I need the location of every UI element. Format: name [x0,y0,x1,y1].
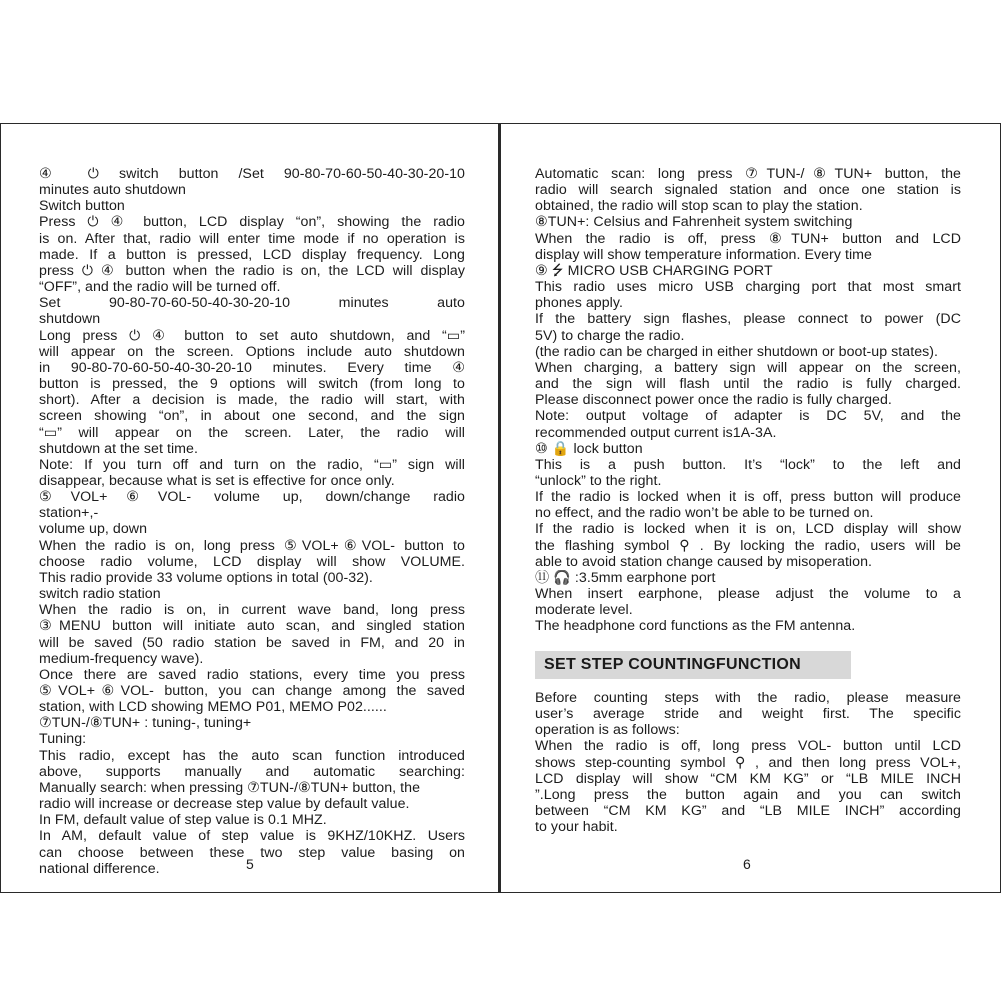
text-line: minutes auto shutdown [39,182,186,199]
text-line: switch radio station [39,586,161,603]
text-line: ⑧TUN+: Celsius and Fahrenheit system switching [535,214,853,231]
text-line: Switch button [39,198,125,215]
text-line: display will show temperature information. Every time [535,246,872,263]
text-line: choose radio volume, LCD display will show VOLUME. [39,553,465,570]
text-line: When the radio is off, long press VOL- button until LCD [535,738,961,755]
text-line: radio will increase or decrease step value by default value. [39,796,410,813]
text-line: Set 90-80-70-60-50-40-30-20-10 minutes auto [39,295,465,312]
text-line: When the radio is off, press ⑧TUN+ button and LCD [535,230,961,247]
text-line: ⑦TUN-/⑧TUN+ : tuning-, tuning+ [39,715,252,732]
text-line: in 90-80-70-60-50-40-30-20-10 minutes. Every time ④ [39,359,465,376]
text-line: to your habit. [535,819,618,836]
text-line: shutdown at the set time. [39,440,198,457]
text-line: LCD display will show “CM KM KG” or “LB MILE INCH [535,770,961,787]
text-line: Tuning: [39,731,87,748]
text-line: user’s average stride and weight first. The specific [535,706,961,723]
text-line: Note: If you turn off and turn on the radio, “▭” sign will [39,456,465,473]
text-line: This radio provide 33 volume options in total (00-32). [39,569,373,586]
text-line: button is pressed, the 9 options will switch (from long to [39,376,465,393]
text-line: able to avoid station change caused by misoperation. [535,553,873,570]
text-line: ⑤VOL+⑥VOL- button, you can change among the saved [39,683,465,699]
text-line: This is a push button. It’s “lock” to the left and [535,456,961,473]
page-fold-divider [498,123,501,893]
text-line: This radio, except has the auto scan function introduced [39,747,465,764]
right-page-section-text [535,690,961,835]
text-line: is on. After that, radio will enter time mode if no operation is [39,230,465,247]
text-line: The headphone cord functions as the FM antenna. [535,618,856,635]
text-line: moderate level. [535,602,633,619]
text-line: “unlock” to the right. [535,472,662,489]
text-line: Note: output voltage of adapter is DC 5V, and the [535,408,961,425]
text-line: ⑩ 🔒 lock button [535,440,643,457]
text-line: When insert earphone, please adjust the volume to a [535,586,961,603]
text-line: Long press ⏻ ④ button to set auto shutdown, and “▭” [39,327,465,344]
text-line: can choose between these two step value basing on [39,844,465,861]
text-line: This radio uses micro USB charging port that most smart [535,279,961,296]
text-line: If the radio is locked when it is on, LCD display will show [535,521,961,538]
text-line: ”.Long press the button again and you can switch [535,786,961,803]
text-line: When the radio is on, long press ⑤VOL+⑥VOL- button to [39,537,465,554]
text-line: obtained, the radio will stop scan to play the station. [535,198,863,215]
text-line: station, with LCD showing MEMO P01, MEMO P02...... [39,699,387,716]
text-line: If the radio is locked when it is off, press button will produce [535,489,961,506]
text-line: will be saved (50 radio station be saved in FM, and 20 in [39,634,465,651]
text-line: Automatic scan: long press ⑦TUN-/⑧TUN+ button, the [535,166,961,182]
page-number-right: 6 [743,856,751,872]
text-line: ③MENU button will initiate auto scan, and singled station [39,618,465,635]
text-line: medium-frequency wave). [39,650,204,667]
text-line: and the sign will flash until the radio is fully charged. [535,376,961,393]
text-line: volume up, down [39,521,148,538]
text-line: shows step-counting symbol ⚲ , and then long press VOL+, [535,754,961,771]
text-line: no effect, and the radio won’t be able to be turned on. [535,505,874,522]
text-line: (the radio can be charged in either shutdown or boot-up states). [535,343,939,360]
text-line: ⑤VOL+⑥VOL- volume up, down/change radio [39,489,465,506]
section-heading-step-counting: SET STEP COUNTINGFUNCTION [535,651,851,679]
text-line: made. If a button is pressed, LCD display frequency. Long [39,246,465,263]
text-line: between “CM KM KG” and “LB MILE INCH” according [535,803,961,820]
text-line: Please disconnect power once the radio is fully charged. [535,392,892,409]
text-line: If the battery sign flashes, please connect to power (DC [535,311,961,328]
text-line: operation is as follows: [535,722,680,739]
text-line: press ⏻ ④ button when the radio is on, the LCD will display [39,262,465,279]
text-line: the flashing symbol ⚲ . By locking the radio, users will be [535,537,961,554]
text-line: screen showing “on”, in about one second, and the sign [39,408,465,425]
left-page-text [39,166,465,877]
text-line: ⑪ 🎧 :3.5mm earphone port [535,569,716,586]
text-line: Manually search: when pressing ⑦TUN-/⑧TUN+ button, the [39,779,421,796]
page-number-left: 5 [246,856,254,872]
text-line: short). After a decision is made, the radio will start, with [39,392,465,409]
text-line: national difference. [39,860,160,877]
text-line: When charging, a battery sign will appear on the screen, [535,359,961,376]
text-line: phones apply. [535,295,623,312]
right-page-text [535,166,961,635]
text-line: In AM, default value of step value is 9KHZ/10KHZ. Users [39,828,465,845]
text-line: Once there are saved radio stations, every time you press [39,666,465,683]
text-line: When the radio is on, in current wave band, long press [39,602,465,619]
text-line: radio will search signaled station and once one station is [535,182,961,199]
text-line: ⑨ ⭍ MICRO USB CHARGING PORT [535,262,773,279]
text-line: Press ⏻ ④ button, LCD display “on”, showing the radio [39,214,465,231]
text-line: recommended output current is1A-3A. [535,424,777,441]
text-line: Before counting steps with the radio, please measure [535,690,961,706]
text-line: ④ ⏻ switch button /Set 90-80-70-60-50-40-30-20-10 [39,166,465,182]
text-line: shutdown [39,311,101,328]
text-line: 5V) to charge the radio. [535,327,685,344]
text-line: disappear, because what is set is effective for once only. [39,472,395,489]
text-line: station+,- [39,505,99,522]
text-line: above, supports manually and automatic searching: [39,763,465,780]
text-line: will appear on the screen. Options include auto shutdown [39,343,465,360]
text-line: In FM, default value of step value is 0.1 MHZ. [39,812,327,829]
text-line: “OFF”, and the radio will be turned off. [39,279,281,296]
text-line: “▭” will appear on the screen. Later, the radio will [39,424,465,441]
